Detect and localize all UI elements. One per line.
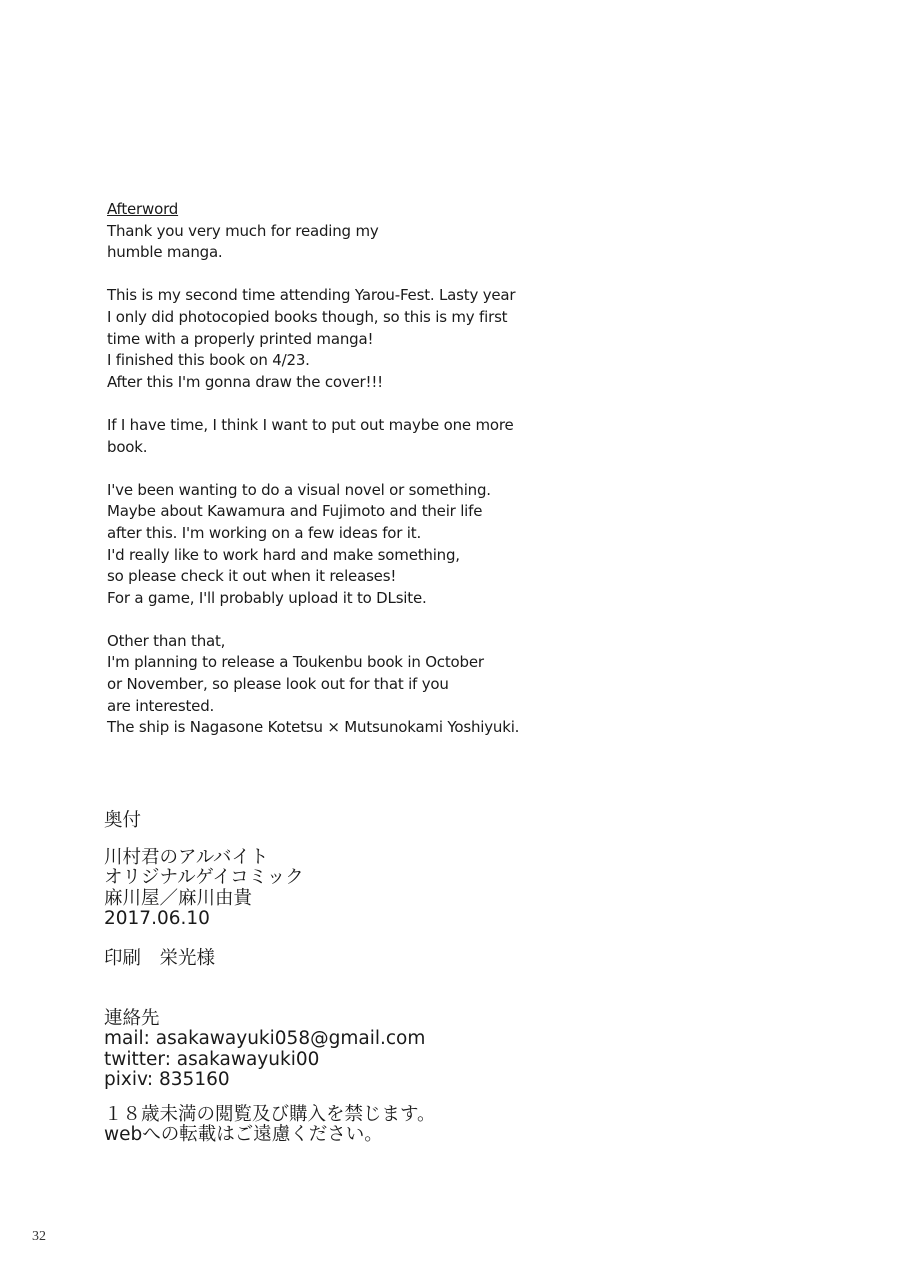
publish-date: 2017.06.10 xyxy=(104,907,210,929)
afterword-line: humble manga. xyxy=(107,243,223,262)
contact-heading: 連絡先 xyxy=(104,1008,160,1029)
book-author: 麻川屋／麻川由貴 xyxy=(104,887,253,909)
book-title: 川村君のアルバイト xyxy=(104,847,269,868)
afterword-line: I'm planning to release a Toukenbu book in October xyxy=(107,653,484,672)
afterword-line: so please check it out when it releases! xyxy=(107,567,397,586)
colophon-heading: 奥付 xyxy=(104,810,142,831)
afterword-line: Maybe about Kawamura and Fujimoto and their life xyxy=(107,502,483,521)
contact-section xyxy=(104,1009,425,1090)
contact-twitter: twitter: asakawayuki00 xyxy=(104,1048,320,1070)
afterword-line: I've been wanting to do a visual novel or something. xyxy=(107,480,491,499)
afterword-line: I'd really like to work hard and make something, xyxy=(107,545,460,564)
afterword-line xyxy=(107,609,519,631)
afterword-body xyxy=(107,221,520,737)
colophon-details xyxy=(104,848,304,929)
afterword-line: Other than that, xyxy=(107,631,226,650)
afterword-line: or November, so please look out for that if you xyxy=(107,675,449,694)
page-number: 32 xyxy=(32,1229,46,1244)
book-genre: オリジナルゲイコミック xyxy=(104,867,304,889)
printer: 印刷 栄光様 xyxy=(104,948,216,969)
repost-notice: webへの転載はご遠慮ください。 xyxy=(104,1124,383,1146)
afterword-line: After this I'm gonna draw the cover!!! xyxy=(107,372,383,391)
afterword-line: after this. I'm working on a few ideas for it. xyxy=(107,523,422,542)
afterword-line: time with a properly printed manga! xyxy=(107,329,374,348)
afterword-section xyxy=(107,199,520,737)
afterword-line xyxy=(107,393,519,415)
notice-section xyxy=(104,1105,436,1146)
afterword-title: Afterword xyxy=(107,200,179,218)
contact-pixiv: pixiv: 835160 xyxy=(104,1068,230,1090)
afterword-line: If I have time, I think I want to put out maybe one more xyxy=(107,415,514,434)
contact-mail: mail: asakawayuki058@gmail.com xyxy=(104,1028,426,1050)
age-notice: １８歳未満の閲覧及び購入を禁じます。 xyxy=(104,1104,436,1125)
afterword-line: are interested. xyxy=(107,696,215,715)
afterword-line: This is my second time attending Yarou-Fest. Lasty year xyxy=(107,286,516,305)
afterword-line: For a game, I'll probably upload it to DLsite. xyxy=(107,588,427,607)
afterword-line xyxy=(107,264,519,286)
afterword-line: book. xyxy=(107,437,148,456)
afterword-line: I finished this book on 4/23. xyxy=(107,351,310,370)
afterword-line: I only did photocopied books though, so this is my first xyxy=(107,307,508,326)
afterword-line xyxy=(107,458,519,480)
afterword-line: The ship is Nagasone Kotetsu × Mutsunokami Yoshiyuki. xyxy=(107,718,520,737)
afterword-line: Thank you very much for reading my xyxy=(107,221,379,240)
